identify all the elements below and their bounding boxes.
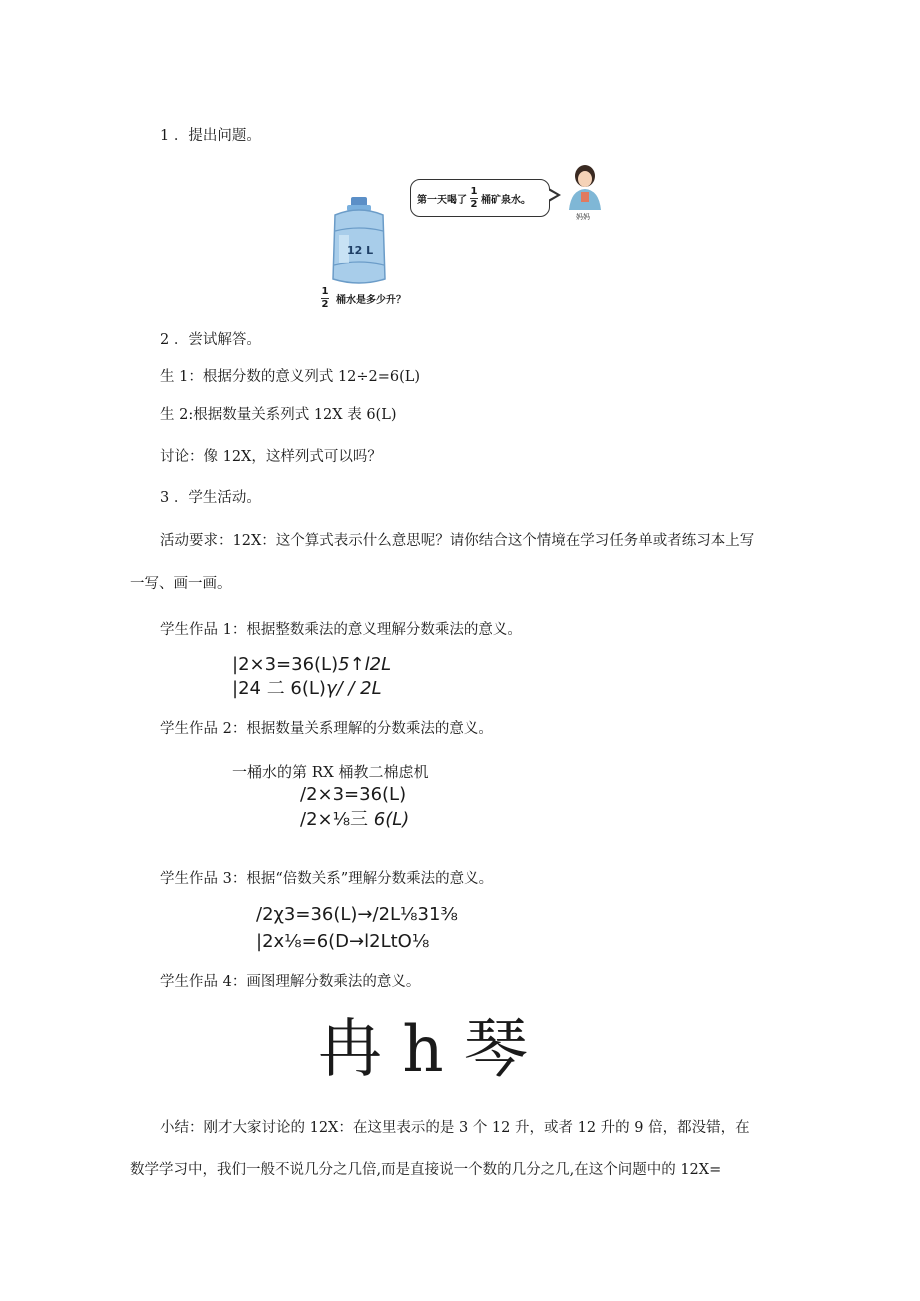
work2-title: 学生作品 2：根据数量关系理解的分数乘法的意义。 xyxy=(160,721,493,737)
speech-text-after: 桶矿泉水。 xyxy=(481,194,531,206)
section1-heading: 1 ．提出问题。 xyxy=(160,128,261,144)
discussion-question: 讨论：像 12X，这样列式可以吗？ xyxy=(160,449,382,465)
student2-answer: 生 2:根据数量关系列式 12X 表 6(L) xyxy=(160,407,397,423)
speech-bubble xyxy=(410,179,550,217)
summary-line1: 小结：刚才大家讨论的 12X：在这里表示的是 3 个 12 升，或者 12 升的 9 倍，都没错，在 xyxy=(160,1120,750,1136)
section2-heading: 2 ．尝试解答。 xyxy=(160,332,261,348)
activity-requirement-line1: 活动要求：12X：这个算式表示什么意思呢？请你结合这个情境在学习任务单或者练习本上写 xyxy=(160,533,755,549)
work4-title: 学生作品 4：画图理解分数乘法的意义。 xyxy=(160,974,421,990)
activity-requirement-line2: 一写、画一画。 xyxy=(130,576,232,592)
speech-text-before: 第一天喝了 xyxy=(417,194,467,206)
summary-line2: 数学学习中，我们一般不说几分之几倍,而是直接说一个数的几分之几,在这个问题中的 12X= xyxy=(130,1162,722,1178)
mother-label: 妈妈 xyxy=(576,213,590,221)
work1-title: 学生作品 1：根据整数乘法的意义理解分数乘法的意义。 xyxy=(160,622,522,638)
question-fraction: $\frac{1}{2}$ xyxy=(321,286,329,310)
work3-line2: |2x⅛=6(D→l2LtO⅛ xyxy=(256,931,430,952)
work1-line1: |2×3=36(L)5↑l2L xyxy=(232,654,392,675)
question-caption xyxy=(318,287,406,310)
work3-line1: /2χ3=36(L)→/2L⅛31⅜ xyxy=(256,904,458,925)
work2-line2: /2×⅛三 6(L) xyxy=(300,809,410,830)
work2-line1: /2×3=36(L) xyxy=(300,784,407,805)
work1-line2: |24 二 6(L)γ/ / 2L xyxy=(232,678,382,699)
work4-drawing: 冉 h 琴 xyxy=(318,1013,528,1087)
mother-icon xyxy=(561,162,611,212)
bottle-label: 12 L xyxy=(347,244,374,257)
speech-fraction: $\frac{1}{2}$ xyxy=(470,185,478,210)
question-text: 桶水是多少升？ xyxy=(336,295,406,306)
work2-line0: 一桶水的第 RX 桶教二棉虑机 xyxy=(232,763,429,781)
section3-heading: 3 ．学生活动。 xyxy=(160,490,261,506)
student1-answer: 生 1：根据分数的意义列式 12÷2=6(L) xyxy=(160,369,421,385)
water-bottle-icon xyxy=(325,195,393,287)
work3-title: 学生作品 3：根据“倍数关系”理解分数乘法的意义。 xyxy=(160,871,494,887)
